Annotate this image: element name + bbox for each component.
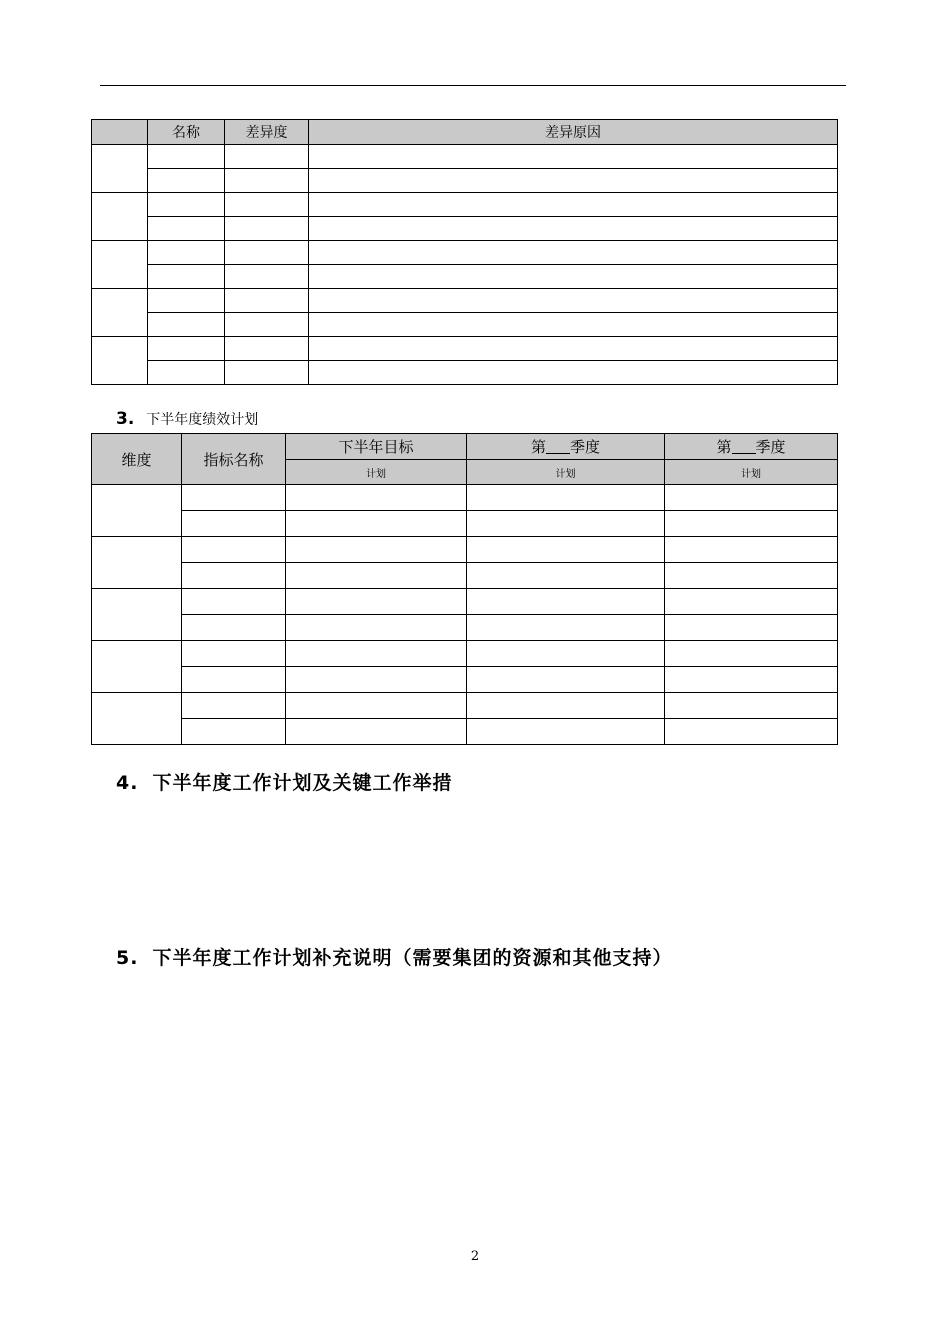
table-cell[interactable] bbox=[286, 693, 467, 719]
table-cell[interactable] bbox=[309, 193, 838, 217]
table-cell[interactable] bbox=[467, 693, 665, 719]
table-cell[interactable] bbox=[309, 169, 838, 193]
table-cell[interactable] bbox=[467, 589, 665, 615]
table-cell[interactable] bbox=[182, 693, 286, 719]
table-cell[interactable] bbox=[309, 145, 838, 169]
table-cell[interactable] bbox=[148, 217, 225, 241]
section-5-title: 下半年度工作计划补充说明（需要集团的资源和其他支持） bbox=[152, 947, 673, 969]
section-3-number: 3. bbox=[116, 409, 135, 429]
section-3-heading bbox=[116, 409, 258, 429]
table-cell[interactable] bbox=[225, 265, 309, 289]
section-4-number: 4. bbox=[116, 772, 139, 794]
table-cell[interactable] bbox=[182, 563, 286, 589]
table-cell[interactable] bbox=[286, 667, 467, 693]
variance-table bbox=[91, 119, 838, 385]
table-cell[interactable] bbox=[286, 537, 467, 563]
table-cell[interactable] bbox=[286, 511, 467, 537]
quarter-suffix: 季度 bbox=[570, 438, 601, 456]
table-cell[interactable] bbox=[148, 145, 225, 169]
table-row bbox=[92, 265, 838, 289]
subheader-plan: 计划 bbox=[665, 460, 838, 485]
header-rule bbox=[100, 85, 846, 86]
table-cell[interactable] bbox=[467, 667, 665, 693]
quarter-blank[interactable] bbox=[732, 439, 756, 454]
table-row bbox=[92, 719, 838, 745]
quarter-prefix: 第 bbox=[530, 438, 546, 456]
page-number: 2 bbox=[470, 1249, 480, 1264]
table-cell[interactable] bbox=[225, 361, 309, 385]
header-half-year-target: 下半年目标 bbox=[286, 434, 467, 460]
header-cell-reason: 差异原因 bbox=[309, 120, 838, 145]
table-row bbox=[92, 589, 838, 615]
section-4-title: 下半年度工作计划及关键工作举措 bbox=[152, 772, 453, 794]
table-row bbox=[92, 193, 838, 217]
group-cell[interactable] bbox=[92, 693, 182, 745]
table-cell[interactable] bbox=[665, 589, 838, 615]
quarter-blank[interactable] bbox=[546, 439, 570, 454]
table-cell[interactable] bbox=[309, 217, 838, 241]
table-cell[interactable] bbox=[225, 193, 309, 217]
table-header-row bbox=[92, 434, 838, 460]
group-cell[interactable] bbox=[92, 337, 148, 385]
table-cell[interactable] bbox=[286, 641, 467, 667]
header-cell-blank bbox=[92, 120, 148, 145]
group-cell[interactable] bbox=[92, 485, 182, 537]
group-cell[interactable] bbox=[92, 589, 182, 641]
table-cell[interactable] bbox=[225, 337, 309, 361]
table-cell[interactable] bbox=[225, 169, 309, 193]
table-cell[interactable] bbox=[225, 217, 309, 241]
subheader-plan: 计划 bbox=[467, 460, 665, 485]
table-row bbox=[92, 537, 838, 563]
table-cell[interactable] bbox=[225, 145, 309, 169]
section-5-number: 5. bbox=[116, 947, 139, 969]
table-cell[interactable] bbox=[286, 719, 467, 745]
table-cell[interactable] bbox=[309, 361, 838, 385]
table-cell[interactable] bbox=[467, 641, 665, 667]
group-cell[interactable] bbox=[92, 641, 182, 693]
table-cell[interactable] bbox=[467, 563, 665, 589]
table-cell[interactable] bbox=[467, 615, 665, 641]
table-cell[interactable] bbox=[182, 667, 286, 693]
table-cell[interactable] bbox=[225, 241, 309, 265]
table-cell[interactable] bbox=[182, 537, 286, 563]
group-cell[interactable] bbox=[92, 241, 148, 289]
table-cell[interactable] bbox=[286, 485, 467, 511]
table-row bbox=[92, 563, 838, 589]
quarter-prefix: 第 bbox=[716, 438, 732, 456]
section-5-heading bbox=[116, 943, 672, 970]
table-cell[interactable] bbox=[665, 719, 838, 745]
table-row bbox=[92, 511, 838, 537]
table-row bbox=[92, 145, 838, 169]
table-cell[interactable] bbox=[148, 265, 225, 289]
subheader-plan: 计划 bbox=[286, 460, 467, 485]
table-cell[interactable] bbox=[467, 511, 665, 537]
header-cell-name: 名称 bbox=[148, 120, 225, 145]
table-cell[interactable] bbox=[467, 719, 665, 745]
table-row bbox=[92, 241, 838, 265]
table-row bbox=[92, 615, 838, 641]
table-cell[interactable] bbox=[665, 537, 838, 563]
table-cell[interactable] bbox=[665, 485, 838, 511]
group-cell[interactable] bbox=[92, 193, 148, 241]
table-row bbox=[92, 667, 838, 693]
table-cell[interactable] bbox=[467, 537, 665, 563]
table-cell[interactable] bbox=[665, 563, 838, 589]
table-cell[interactable] bbox=[182, 589, 286, 615]
section-4-heading bbox=[116, 768, 452, 795]
quarter-suffix: 季度 bbox=[755, 438, 786, 456]
table-cell[interactable] bbox=[148, 169, 225, 193]
performance-plan-table bbox=[91, 433, 838, 745]
table-row bbox=[92, 485, 838, 511]
table-cell[interactable] bbox=[148, 289, 225, 313]
table-row bbox=[92, 217, 838, 241]
table-cell[interactable] bbox=[148, 313, 225, 337]
table-cell[interactable] bbox=[182, 641, 286, 667]
header-dimension: 维度 bbox=[92, 434, 182, 485]
table-row bbox=[92, 361, 838, 385]
table-cell[interactable] bbox=[309, 265, 838, 289]
table-cell[interactable] bbox=[148, 337, 225, 361]
table-cell[interactable] bbox=[665, 511, 838, 537]
table-cell[interactable] bbox=[309, 241, 838, 265]
table-row bbox=[92, 641, 838, 667]
table-row bbox=[92, 169, 838, 193]
table-cell[interactable] bbox=[309, 313, 838, 337]
table-row bbox=[92, 693, 838, 719]
table-cell[interactable] bbox=[665, 641, 838, 667]
header-indicator-name: 指标名称 bbox=[182, 434, 286, 485]
section-3-title: 下半年度绩效计划 bbox=[146, 412, 259, 428]
table-row bbox=[92, 289, 838, 313]
table-cell[interactable] bbox=[182, 485, 286, 511]
table-row bbox=[92, 337, 838, 361]
table-cell[interactable] bbox=[225, 313, 309, 337]
table-cell[interactable] bbox=[467, 485, 665, 511]
table-cell[interactable] bbox=[182, 511, 286, 537]
table-cell[interactable] bbox=[182, 615, 286, 641]
table-cell[interactable] bbox=[286, 615, 467, 641]
table-cell[interactable] bbox=[309, 337, 838, 361]
table-header-row bbox=[92, 120, 838, 145]
header-quarter-2 bbox=[665, 434, 838, 460]
header-quarter-1 bbox=[467, 434, 665, 460]
header-cell-variance: 差异度 bbox=[225, 120, 309, 145]
group-cell[interactable] bbox=[92, 537, 182, 589]
group-cell[interactable] bbox=[92, 145, 148, 193]
group-cell[interactable] bbox=[92, 289, 148, 337]
table-cell[interactable] bbox=[286, 589, 467, 615]
table-cell[interactable] bbox=[665, 667, 838, 693]
table-cell[interactable] bbox=[309, 289, 838, 313]
table-cell[interactable] bbox=[182, 719, 286, 745]
table-cell[interactable] bbox=[148, 241, 225, 265]
table-cell[interactable] bbox=[225, 289, 309, 313]
table-cell[interactable] bbox=[665, 693, 838, 719]
table-row bbox=[92, 313, 838, 337]
table-cell[interactable] bbox=[148, 193, 225, 217]
table-cell[interactable] bbox=[665, 615, 838, 641]
table-cell[interactable] bbox=[286, 563, 467, 589]
table-cell[interactable] bbox=[148, 361, 225, 385]
